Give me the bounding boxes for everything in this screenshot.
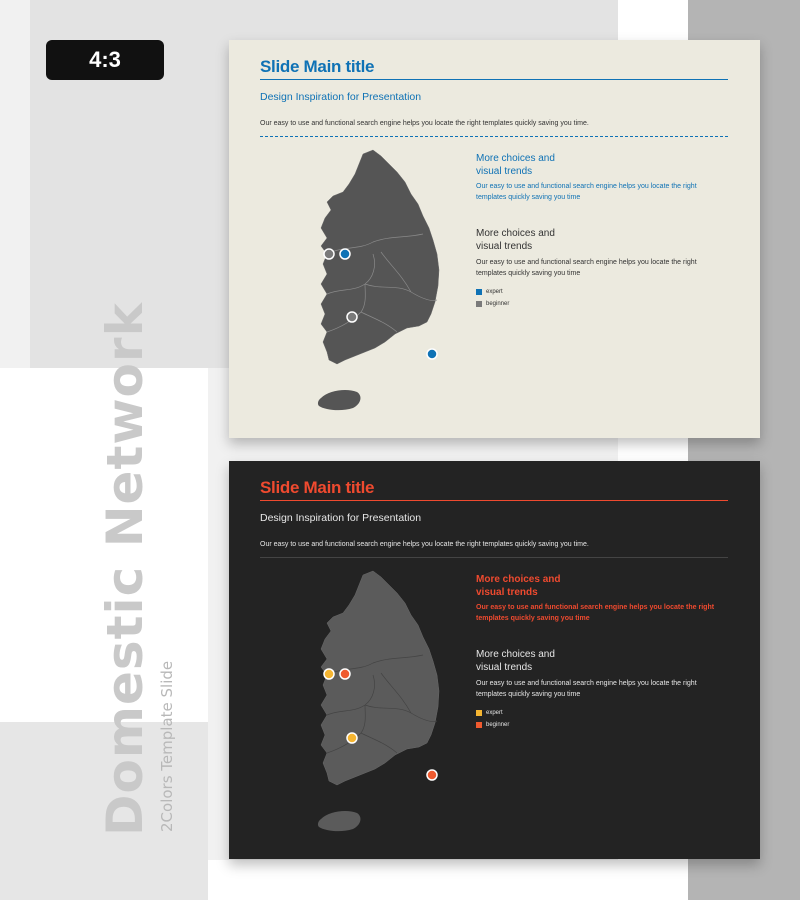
slide-description: Our easy to use and functional search engine helps you locate the right templates quickly saving you time. bbox=[260, 541, 589, 548]
legend-label: expert bbox=[486, 710, 503, 716]
background-footer bbox=[208, 860, 688, 900]
block1-heading-line1: More choices and bbox=[476, 153, 555, 164]
korea-mainland-shape bbox=[321, 150, 439, 364]
block2-heading-line1: More choices and bbox=[476, 228, 555, 239]
marker-expert bbox=[347, 733, 357, 743]
description-divider bbox=[260, 557, 728, 558]
marker-expert bbox=[324, 669, 334, 679]
block2-heading bbox=[476, 227, 555, 253]
block1-text: Our easy to use and functional search engine helps you locate the right templates quickly saving you time bbox=[476, 604, 715, 622]
slide-title: Slide Main title bbox=[260, 57, 375, 76]
side-title: Domestic Network bbox=[96, 302, 154, 836]
korea-map bbox=[281, 563, 481, 843]
legend-swatch bbox=[476, 289, 482, 295]
block1-heading-line1: More choices and bbox=[476, 574, 561, 585]
jeju-island-shape bbox=[318, 811, 361, 831]
block2-text: Our easy to use and functional search engine helps you locate the right templates quickly saving you time bbox=[476, 680, 697, 698]
korea-map bbox=[281, 142, 481, 422]
marker-expert bbox=[427, 349, 437, 359]
slide-dark bbox=[229, 461, 760, 859]
block1-heading bbox=[476, 573, 560, 599]
legend-swatch bbox=[476, 722, 482, 728]
block1-heading bbox=[476, 152, 555, 178]
marker-beginner bbox=[347, 312, 357, 322]
slide-subtitle: Design Inspiration for Presentation bbox=[260, 91, 422, 103]
block2-heading bbox=[476, 648, 555, 674]
slide-title: Slide Main title bbox=[260, 478, 375, 497]
legend-label: expert bbox=[486, 289, 503, 295]
legend-swatch bbox=[476, 710, 482, 716]
block2-heading-line2: visual trends bbox=[476, 241, 533, 252]
block2-text: Our easy to use and functional search engine helps you locate the right templates quickly saving you time bbox=[476, 259, 697, 277]
block1-heading-line2: visual trends bbox=[476, 166, 533, 177]
slide-subtitle: Design Inspiration for Presentation bbox=[260, 512, 422, 524]
jeju-island-shape bbox=[318, 390, 361, 410]
marker-expert bbox=[340, 249, 350, 259]
title-divider bbox=[260, 79, 728, 80]
marker-beginner bbox=[324, 249, 334, 259]
legend-swatch bbox=[476, 301, 482, 307]
marker-beginner bbox=[427, 770, 437, 780]
slide-light bbox=[229, 40, 760, 438]
aspect-ratio-badge: 4:3 bbox=[46, 40, 164, 80]
slide-description: Our easy to use and functional search engine helps you locate the right templates quickly saving you time. bbox=[260, 120, 589, 127]
description-divider bbox=[260, 136, 728, 137]
block2-heading-line2: visual trends bbox=[476, 662, 533, 673]
block2-heading-line1: More choices and bbox=[476, 649, 555, 660]
side-subtitle: 2Colors Template Slide bbox=[158, 660, 176, 832]
title-divider bbox=[260, 500, 728, 501]
legend-label: beginner bbox=[486, 301, 510, 307]
legend-label: beginner bbox=[486, 722, 510, 728]
block1-heading-line2: visual trends bbox=[476, 587, 538, 598]
block1-text: Our easy to use and functional search engine helps you locate the right templates quickly saving you time bbox=[476, 183, 697, 201]
korea-mainland-shape bbox=[321, 571, 439, 785]
legend-item-beginner bbox=[476, 301, 509, 307]
legend-item-expert bbox=[476, 289, 503, 295]
legend-item-beginner bbox=[476, 722, 509, 728]
legend-item-expert bbox=[476, 710, 503, 716]
marker-beginner bbox=[340, 669, 350, 679]
